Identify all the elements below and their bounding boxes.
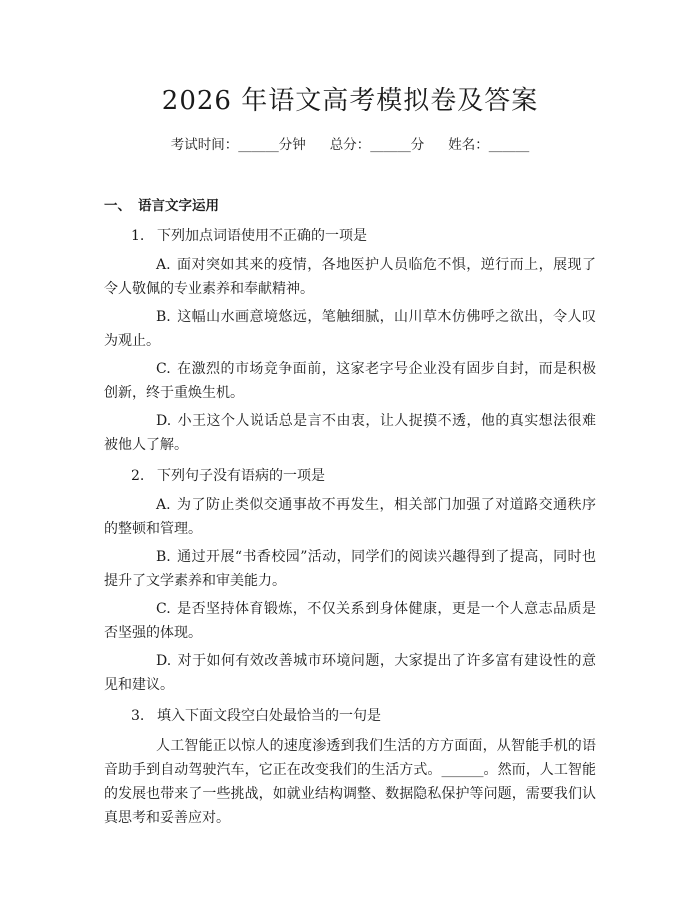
option-letter: D. [156,413,172,429]
option-text: 对于如何有效改善城市环境问题，大家提出了许多富有建设性的意见和建议。 [104,653,596,693]
question-text: 下列加点词语使用不正确的一项是 [157,228,367,244]
question-1-option-d [104,409,596,457]
question-1-stem [131,225,367,245]
option-letter: A. [156,257,171,273]
question-1-option-b [104,305,596,353]
section-number: 一、 [104,198,131,214]
question-number: 2. [131,468,145,484]
question-1-option-c [104,357,596,405]
page-title: 2026 年语文高考模拟卷及答案 [161,86,539,116]
option-letter: B. [156,549,171,565]
question-2-option-c [104,597,596,645]
option-letter: C. [156,361,171,377]
option-text: 面对突如其来的疫情，各地医护人员临危不惧，逆行而上，展现了令人敬佩的专业素养和奉献精神。 [104,257,596,297]
option-letter: B. [156,309,171,325]
question-3-passage: 人工智能正以惊人的速度渗透到我们生活的方方面面，从智能手机的语音助手到自动驾驶汽车，它正在改变我们的生活方式。______。然而，人工智能的发展也带来了一些挑战，如就业结构调整、数据隐私保护等问题，需要我们认真思考和妥善应对。 [104,738,596,826]
option-letter: A. [156,497,171,513]
section-title: 语言文字运用 [138,198,219,214]
option-text: 是否坚持体育锻炼，不仅关系到身体健康，更是一个人意志品质是否坚强的体现。 [104,601,596,641]
option-letter: C. [156,601,171,617]
question-text: 填入下面文段空白处最恰当的一句是 [157,708,381,724]
question-2-option-b [104,545,596,593]
option-letter: D. [156,653,172,669]
time-field: 考试时间：______分钟 [170,137,306,153]
option-text: 小王这个人说话总是言不由衷，让人捉摸不透，他的真实想法很难被他人了解。 [104,413,596,453]
question-2-stem [131,465,325,485]
name-field: 姓名：______ [448,137,530,153]
exam-meta [0,133,700,153]
question-3-stem [131,705,381,725]
option-text: 这幅山水画意境悠远，笔触细腻，山川草木仿佛呼之欲出，令人叹为观止。 [104,309,596,349]
question-2-option-d [104,649,596,697]
option-text: 为了防止类似交通事故不再发生，相关部门加强了对道路交通秩序的整顿和管理。 [104,497,596,537]
question-number: 3. [131,708,145,724]
question-1-option-a [104,253,596,301]
question-2-option-a [104,493,596,541]
question-text: 下列句子没有语病的一项是 [157,468,325,484]
score-field: 总分：______分 [329,137,425,153]
option-text: 在激烈的市场竞争面前，这家老字号企业没有固步自封，而是积极创新，终于重焕生机。 [104,361,596,401]
option-text: 通过开展“书香校园”活动，同学们的阅读兴趣得到了提高，同时也提升了文学素养和审美能力。 [104,549,596,589]
section-heading [104,194,219,214]
question-number: 1. [131,228,145,244]
